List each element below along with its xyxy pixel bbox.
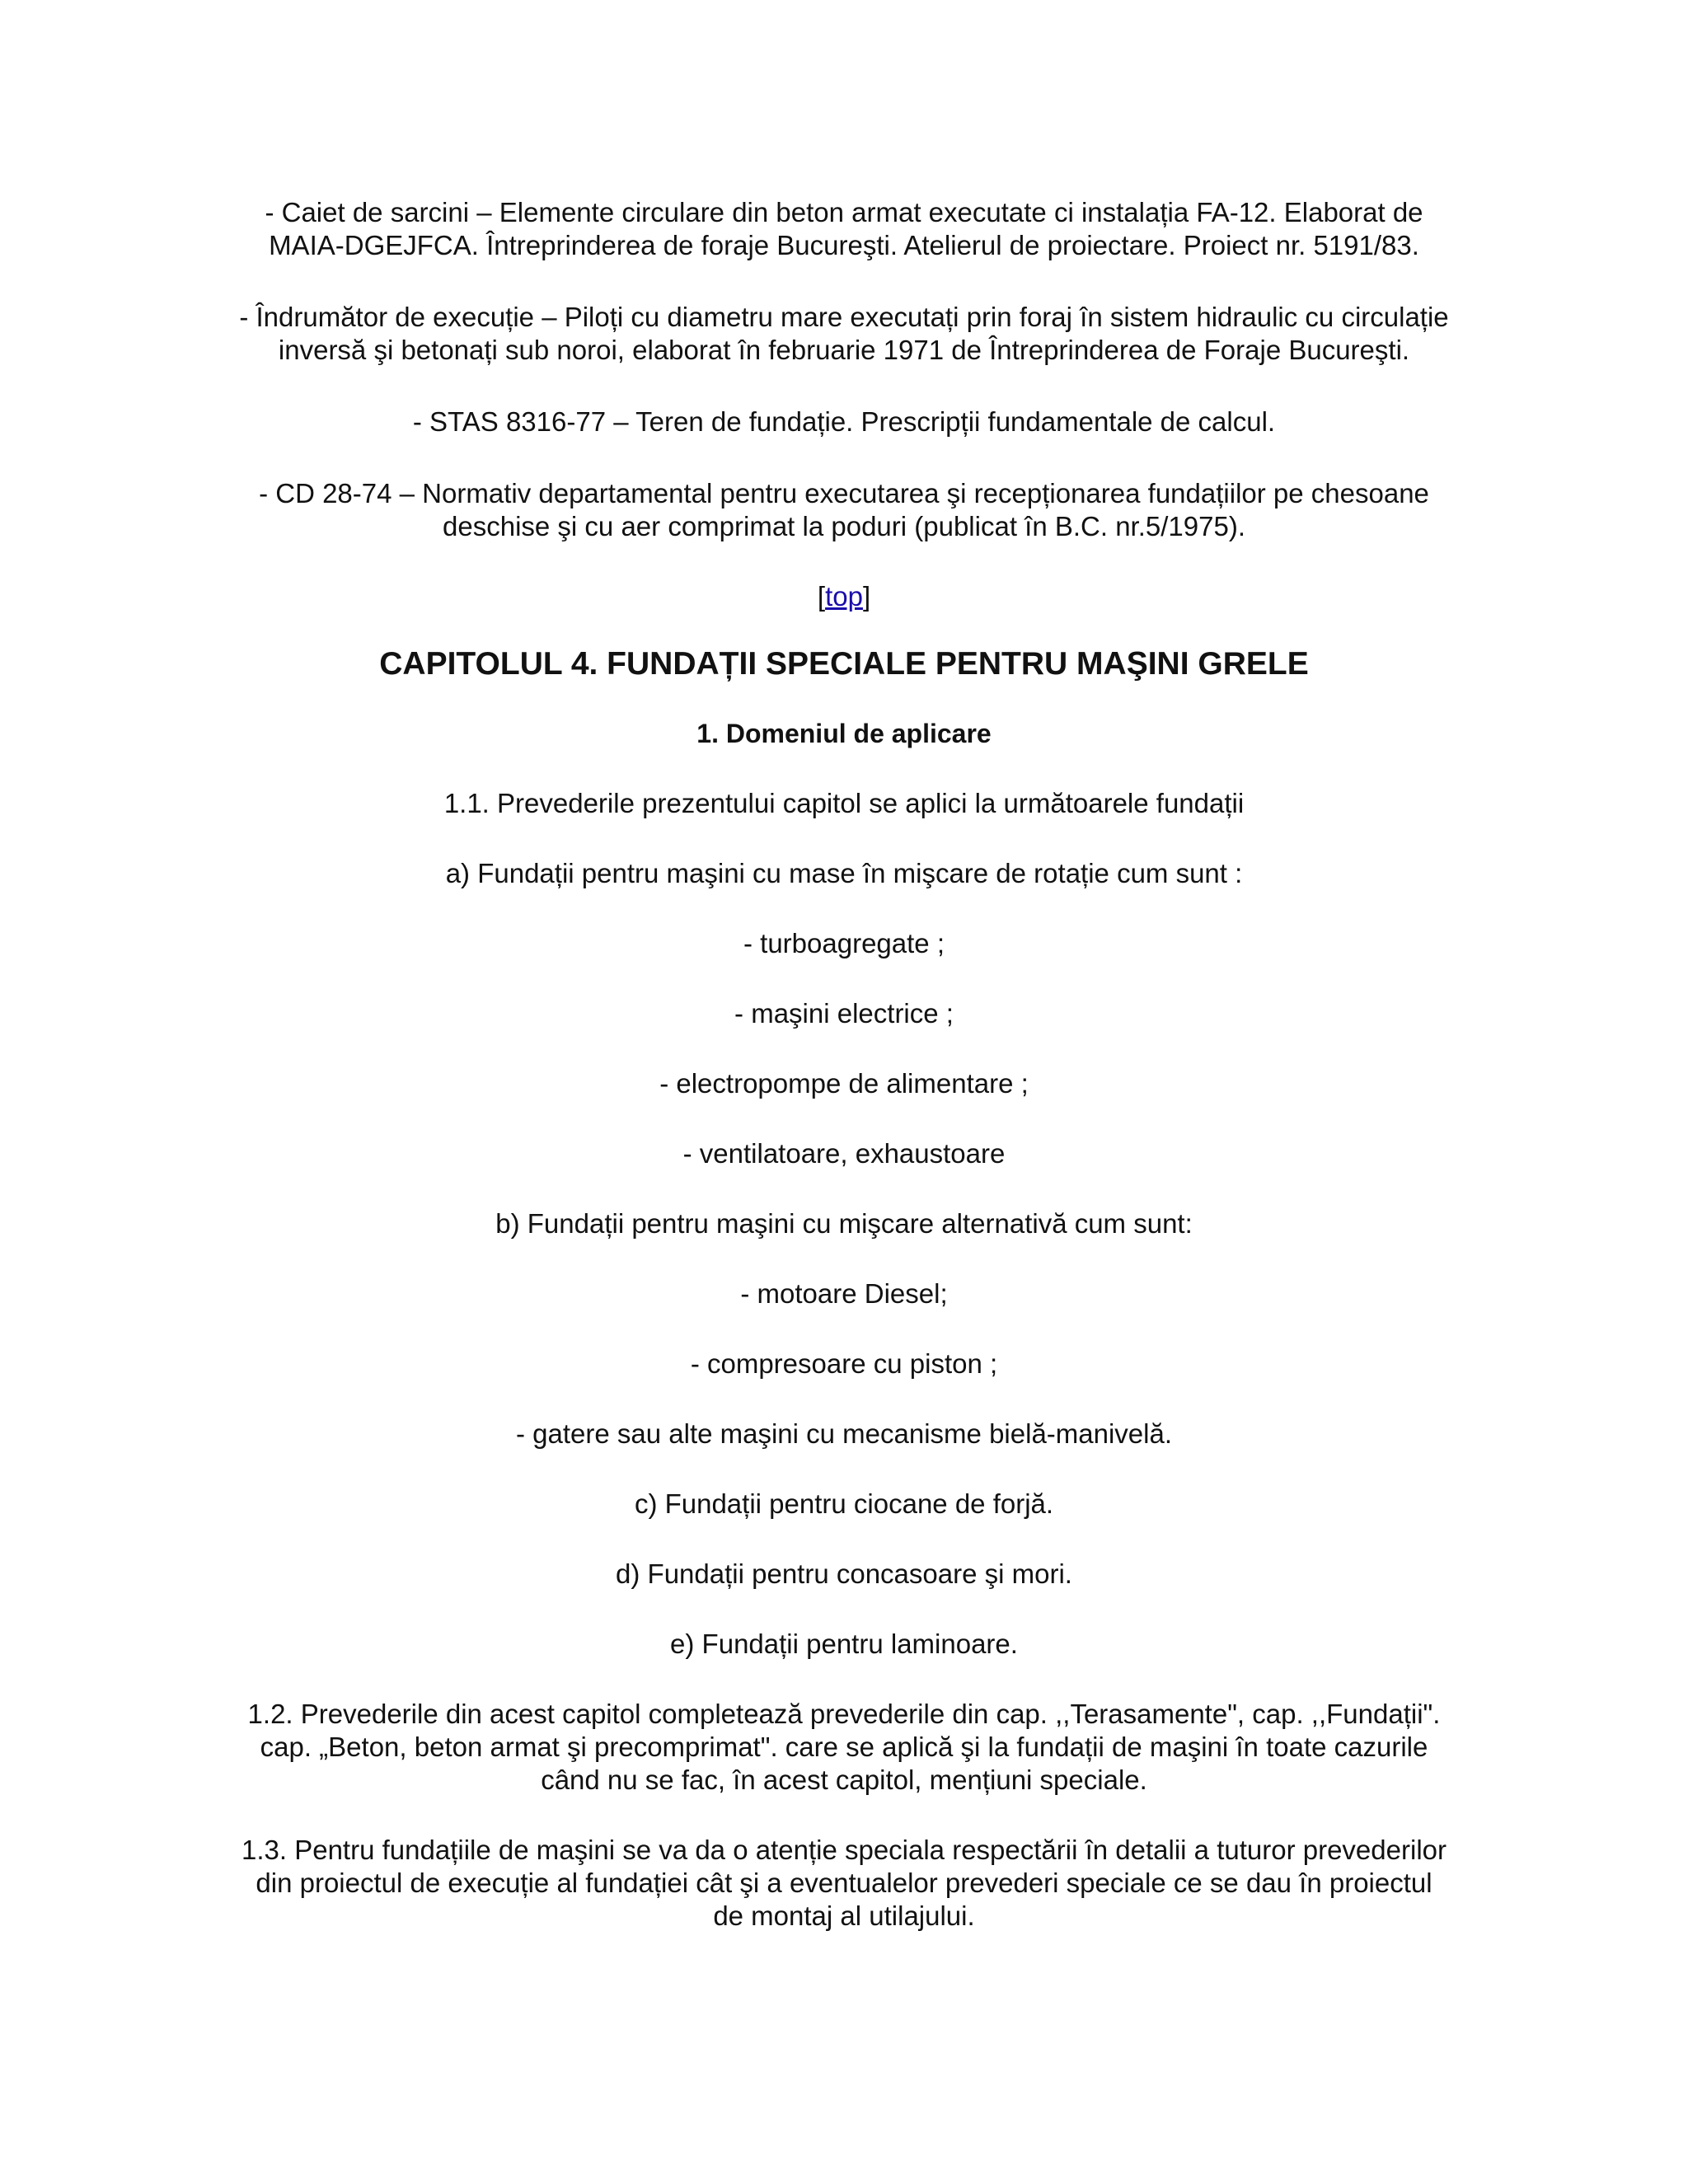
list-item: - motoare Diesel; (740, 1278, 948, 1309)
reference-item: - STAS 8316-77 – Teren de fundație. Prescripții fundamentale de calcul. (412, 406, 1276, 437)
list-item: - electropompe de alimentare ; (659, 1068, 1029, 1099)
list-heading: a) Fundații pentru maşini cu mase în mişcare de rotație cum sunt : (445, 858, 1243, 888)
top-link-bracket-close: ] (862, 581, 871, 612)
top-link-line (239, 580, 1449, 613)
paragraph: 1.1. Prevederile prezentului capitol se aplici la următoarele fundații (443, 788, 1245, 818)
list-heading: c) Fundații pentru ciocane de forjă. (634, 1488, 1054, 1519)
list-item: - compresoare cu piston ; (690, 1348, 998, 1379)
list-item: - turboagregate ; (743, 928, 945, 958)
chapter-title: CAPITOLUL 4. FUNDAȚII SPECIALE PENTRU MAŞINI GRELE (379, 646, 1309, 682)
top-link-bracket-open: [ (817, 581, 826, 612)
paragraph: 1.2. Prevederile din acest capitol completează prevederile din cap. ,,Terasamente", cap. ,,Fundații". cap. „Beton, beton armat şi precomprimat". care se aplică şi la fundații de maşini în toate cazurile când nu se fac, în acest capitol, mențiuni speciale. (247, 1699, 1441, 1795)
list-item: - gatere sau alte maşini cu mecanisme bielă-manivelă. (515, 1418, 1173, 1449)
list-heading: e) Fundații pentru laminoare. (670, 1629, 1018, 1659)
document-content (239, 196, 1449, 1933)
list-heading: d) Fundații pentru concasoare şi mori. (616, 1558, 1072, 1589)
reference-item: - Caiet de sarcini – Elemente circulare din beton armat executate ci instalația FA-12. Elaborat de MAIA-DGEJFCA. Întreprinderea de foraje Bucureşti. Atelierul de proiectare. Proiect nr. 5191/83. (265, 197, 1423, 260)
list-item: - maşini electrice ; (734, 998, 954, 1029)
list-heading: b) Fundații pentru maşini cu mişcare alternativă cum sunt: (495, 1208, 1193, 1239)
paragraph: 1.3. Pentru fundațiile de maşini se va da o atenție speciala respectării în detalii a tuturor prevederilor din proiectul de execuție al fundației cât şi a eventualelor prevederi speciale ce se dau în proiectul de montaj al utilajului. (241, 1835, 1447, 1931)
reference-item: - CD 28-74 – Normativ departamental pentru executarea şi recepționarea fundațiilor pe chesoane deschise şi cu aer comprimat la poduri (publicat în B.C. nr.5/1975). (259, 478, 1429, 541)
list-item: - ventilatoare, exhaustoare (682, 1138, 1006, 1169)
section-title: 1. Domeniul de aplicare (696, 719, 992, 748)
top-link[interactable]: top (825, 581, 863, 612)
reference-item: - Îndrumător de execuție – Piloți cu diametru mare executați prin foraj în sistem hidraulic cu circulație inversă şi betonați sub noroi, elaborat în februarie 1971 de Întreprinderea de Foraje Bucureşti. (239, 302, 1449, 365)
